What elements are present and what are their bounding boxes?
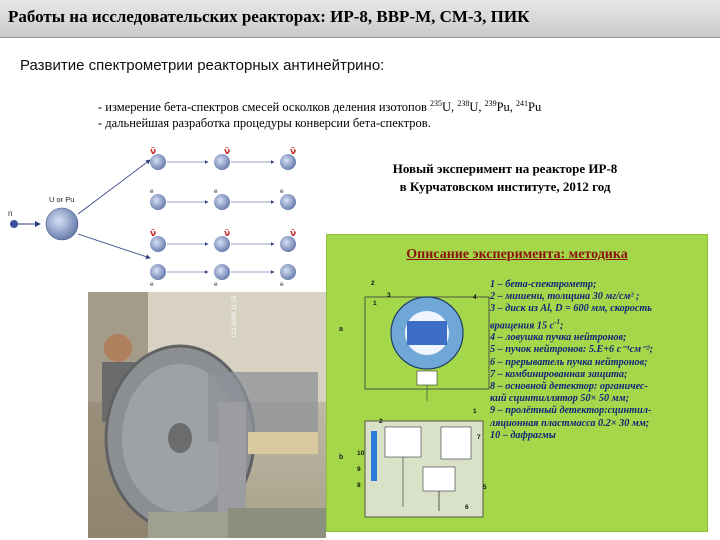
legend-item-5: 5 – пучок нейтронов: 5.Е+6 с⁻¹см⁻²;	[490, 344, 653, 356]
isotope-symbol: U,	[442, 100, 458, 115]
title-bar	[0, 0, 720, 38]
antineutrino-symbol: ν̃	[290, 147, 297, 157]
electron-label: e	[280, 281, 284, 288]
neutron-arrow	[8, 209, 40, 228]
antineutrino-symbol: ν̃	[224, 147, 231, 157]
antineutrino-symbol: ν̃	[150, 229, 157, 239]
photo-timestamp: 11/1/2006 11:55	[232, 295, 238, 338]
experiment-scheme	[333, 271, 493, 527]
legend-item-2: 2 – мишени, толщина 30 мг/см² ;	[490, 291, 640, 303]
isotope-mass: 241	[516, 99, 529, 108]
slide-title: Работы на исследовательских реакторах: ИР-8, ВВР-М, СМ-3, ПИК	[8, 7, 530, 26]
target-nucleus	[46, 195, 78, 240]
slide-subtitle: Развитие спектрометрии реакторных антинейтрино:	[20, 57, 385, 74]
legend-item-9-cont: ляционная пластмасса 0.2× 30 мм;	[490, 417, 650, 429]
electron-label: e	[214, 188, 218, 195]
scheme-bottom	[365, 421, 483, 517]
bullet-item-1	[98, 96, 541, 115]
fission-arrows	[78, 160, 150, 258]
isotope-symbol: Pu	[528, 100, 542, 115]
legend-item-7: 7 – комбинированная защита;	[490, 368, 628, 380]
scheme-number-1b: 1	[473, 408, 477, 415]
isotope-symbol: U,	[469, 100, 485, 115]
legend-item-3-cont	[490, 316, 702, 333]
bullet-item-2: - дальнейшая разработка процедуры конверсии бета-спектров.	[98, 116, 431, 131]
legend-speed-end: ;	[559, 320, 564, 331]
fragment-row-top	[150, 154, 296, 210]
experiment-line-2: в Курчатовском институте, 2012 год	[399, 179, 611, 194]
experiment-note	[340, 160, 670, 196]
scheme-number-3: 3	[387, 292, 391, 299]
neutron-label: n	[8, 209, 13, 218]
isotope-mass: 235	[430, 99, 443, 108]
scheme-number-7: 7	[477, 434, 481, 441]
scheme-number-6: 6	[465, 504, 469, 511]
antineutrino-symbol: ν̃	[224, 229, 231, 239]
scheme-number-5: 5	[483, 484, 487, 491]
target-label: U or Pu	[49, 195, 75, 204]
fragment-grid	[150, 146, 296, 288]
bullet-text: - измерение бета-спектров смесей осколков деления изотопов	[98, 100, 431, 115]
scheme-number-1: 1	[373, 300, 377, 307]
scheme-label-a: a	[339, 326, 343, 333]
scheme-label-b: b	[339, 454, 344, 461]
fragment-row-bottom	[150, 236, 296, 280]
method-panel	[326, 234, 708, 532]
antineutrino-symbol: ν̃	[290, 229, 297, 239]
legend-speed: вращения 15 с	[490, 320, 555, 331]
legend-item-8-cont: кий сцинтиллятор 50× 50 мм;	[490, 393, 629, 405]
electron-label: e	[214, 281, 218, 288]
scheme-number-4: 4	[473, 294, 477, 301]
method-legend	[490, 279, 702, 442]
legend-speed-unit: -1	[554, 317, 560, 326]
legend-item-10: 10 – дафрагмы	[490, 429, 556, 441]
electron-label: e	[150, 188, 154, 195]
experiment-line-1: Новый эксперимент на реакторе ИР-8	[392, 161, 618, 176]
method-panel-title: Описание эксперимента: методика	[406, 247, 628, 262]
scheme-number-8: 8	[357, 482, 361, 489]
legend-item-1: 1 – бета-спектрометр;	[490, 279, 597, 290]
scheme-top	[365, 297, 489, 401]
legend-item-9: 9 – пролётный детектор:сцинтил-	[490, 405, 652, 417]
scheme-number-2b: 2	[379, 418, 383, 425]
scheme-number-2: 2	[371, 280, 375, 287]
electron-label: e	[150, 281, 154, 288]
isotope-mass: 239	[484, 99, 497, 108]
scheme-number-9: 9	[357, 466, 361, 473]
scheme-number-10: 10	[357, 450, 365, 457]
antineutrino-symbol: ν̃	[150, 147, 157, 157]
fission-diagram	[0, 140, 340, 290]
isotope-symbol: Pu,	[496, 100, 517, 115]
legend-item-4: 4 – ловушка пучка нейтронов;	[490, 332, 627, 344]
setup-photo-image	[88, 292, 326, 538]
legend-item-8: 8 – основной детектор: органичес-	[490, 381, 648, 393]
isotope-mass: 238	[457, 99, 470, 108]
setup-photo	[88, 292, 326, 538]
electron-label: e	[280, 188, 284, 195]
bullet-list	[98, 96, 541, 131]
legend-item-3: 3 – диск из Al, D = 600 мм, скорость	[490, 303, 652, 315]
legend-item-6: 6 – прерыватель пучка нейтронов;	[490, 356, 648, 368]
